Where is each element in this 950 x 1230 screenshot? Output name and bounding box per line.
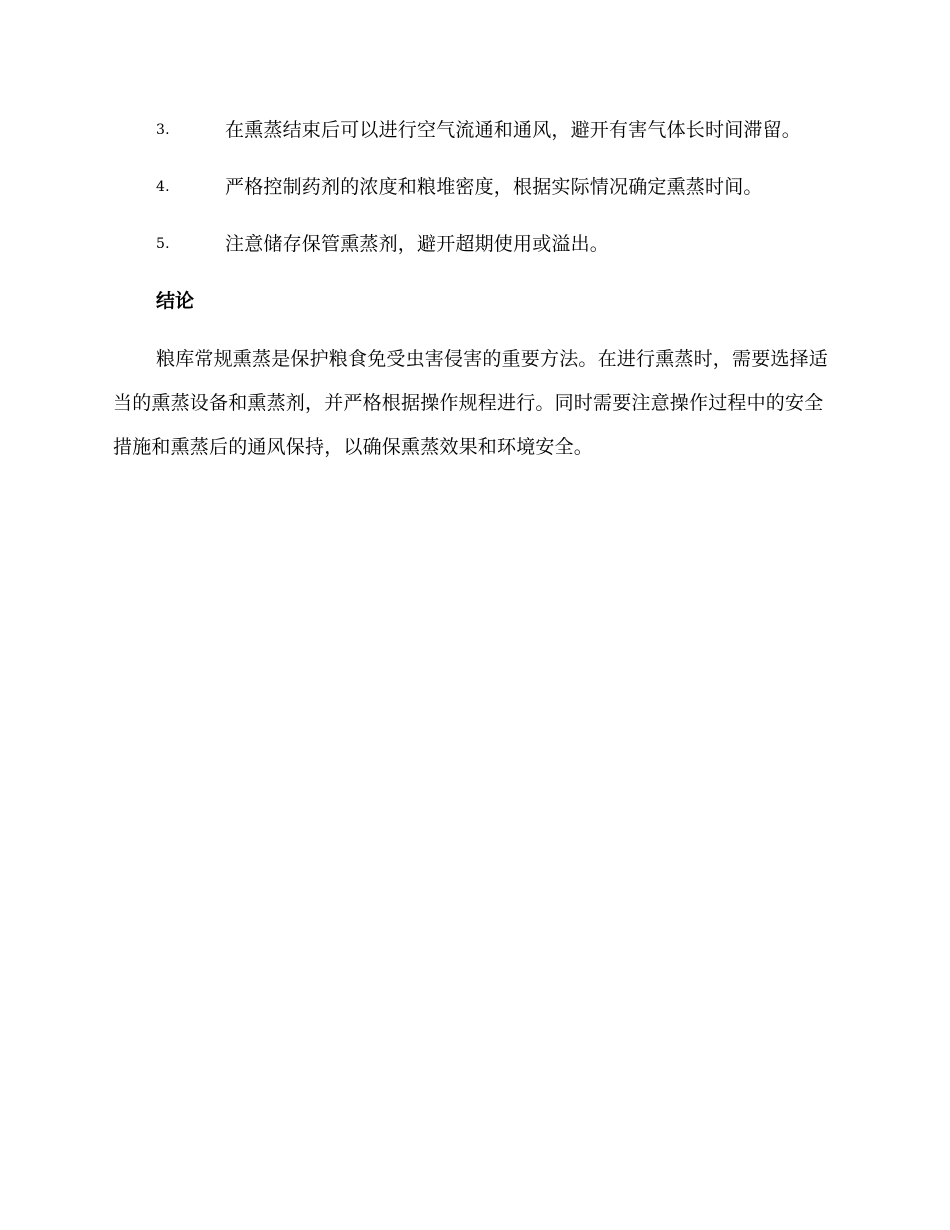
list-item <box>113 222 833 266</box>
document-content <box>113 108 833 469</box>
list-item-text: 在熏蒸结束后可以进行空气流通和通风，避开有害气体长时间滞留。 <box>225 119 802 141</box>
list-item-number: 5. <box>156 236 170 252</box>
list-item-text: 严格控制药剂的浓度和粮堆密度，根据实际情况确定熏蒸时间。 <box>225 176 763 198</box>
list-item <box>113 165 833 209</box>
list-item-number: 3. <box>156 122 170 138</box>
list-item-text: 注意储存保管熏蒸剂，避开超期使用或溢出。 <box>225 233 610 255</box>
conclusion-paragraph: 粮库常规熏蒸是保护粮食免受虫害侵害的重要方法。在进行熏蒸时，需要选择适当的熏蒸设备和熏蒸剂，并严格根据操作规程进行。同时需要注意操作过程中的安全措施和熏蒸后的通风保持，以确保熏蒸效果和环境安全。 <box>113 348 829 458</box>
list-item <box>113 108 833 152</box>
conclusion-heading: 结论 <box>156 290 195 312</box>
list-item-number: 4. <box>156 179 170 195</box>
